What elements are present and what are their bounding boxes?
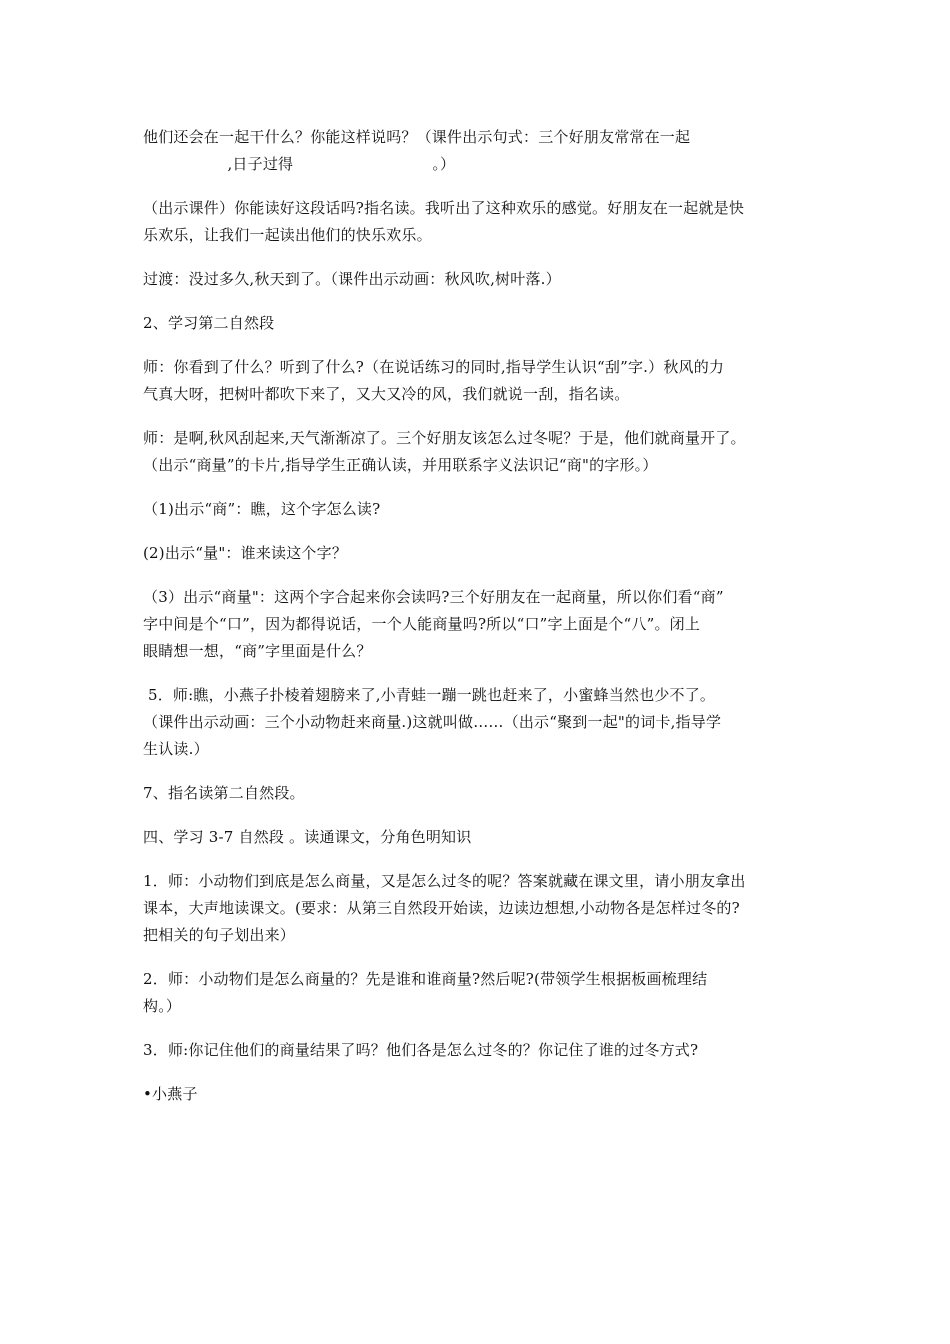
text-line: 3．师:你记住他们的商量结果了吗？他们各是怎么过冬的？你记住了谁的过冬方式? [143, 1041, 699, 1059]
text-line: （出示“商量”的卡片,指导学生正确认读，并用联系字义法识记“商"的字形。） [143, 456, 658, 474]
paragraph [143, 780, 823, 807]
text-line: 生认读.） [143, 740, 209, 758]
paragraph [143, 310, 823, 337]
text-line: 乐欢乐，让我们一起读出他们的快乐欢乐。 [143, 226, 432, 244]
paragraph [143, 1037, 823, 1064]
text-line: 5．师:瞧，小燕子扑棱着翅膀来了,小青蛙一蹦一跳也赶来了，小蜜蜂当然也少不了。 [143, 686, 716, 704]
text-line: 字中间是个“口”，因为都得说话，一个人能商量吗?所以“口”字上面是个“八”。闭上 [143, 615, 701, 633]
text-line: (2)出示“量"：谁来读这个字？ [143, 544, 348, 562]
text-line: 构。） [143, 997, 182, 1015]
text-line: （课件出示动画：三个小动物赶来商量.)这就叫做……（出示“聚到一起"的词卡,指导学 [143, 713, 722, 731]
paragraph [143, 682, 823, 763]
paragraph [143, 584, 823, 665]
paragraph [143, 354, 823, 408]
text-line: 2、学习第二自然段 [143, 314, 275, 332]
text-line: （出示课件）你能读好这段话吗?指名读。我听出了这种欢乐的感觉。好朋友在一起就是快 [143, 199, 745, 217]
text-line: 课本，大声地读课文。(要求：从第三自然段开始读，边读边想想,小动物各是怎样过冬的? [143, 899, 740, 917]
text-line: 师：是啊,秋风刮起来,天气渐渐凉了。三个好朋友该怎么过冬呢？于是，他们就商量开了。 [143, 429, 746, 447]
paragraph [143, 496, 823, 523]
text-line: 过渡：没过多久,秋天到了。（课件出示动画：秋风吹,树叶落.） [143, 270, 561, 288]
paragraph [143, 966, 823, 1020]
text-line: （1)出示“商”：瞧，这个字怎么读? [143, 500, 381, 518]
text-line: 师：你看到了什么？听到了什么?（在说话练习的同时,指导学生认识“刮”字.）秋风的力 [143, 358, 725, 376]
paragraph [143, 868, 823, 949]
text-line: 1．师：小动物们到底是怎么商量，又是怎么过冬的呢？答案就藏在课文里，请小朋友拿出 [143, 872, 746, 890]
paragraph [143, 540, 823, 567]
paragraph [143, 266, 823, 293]
text-line: •小燕子 [143, 1085, 198, 1103]
document-body [143, 124, 823, 1125]
text-line: （3）出示“商量"：这两个字合起来你会读吗?三个好朋友在一起商量，所以你们看“商” [143, 588, 724, 606]
paragraph [143, 1081, 823, 1108]
text-line: 四、学习 3-7 自然段 。读通课文，分角色明知识 [143, 828, 472, 846]
text-line: 把相关的句子划出来） [143, 926, 296, 944]
paragraph [143, 124, 823, 178]
text-line: 眼睛想一想，“商”字里面是什么？ [143, 642, 372, 660]
text-line: 2．师：小动物们是怎么商量的？先是谁和谁商量?然后呢?(带领学生根据板画梳理结 [143, 970, 708, 988]
text-line: ,日子过得 。） [143, 155, 456, 173]
text-line: 气真大呀，把树叶都吹下来了，又大又冷的风，我们就说一刮，指名读。 [143, 385, 630, 403]
text-line: 7、指名读第二自然段。 [143, 784, 305, 802]
paragraph [143, 195, 823, 249]
text-line: 他们还会在一起干什么？你能这样说吗？（课件出示句式：三个好朋友常常在一起 [143, 128, 691, 146]
paragraph [143, 824, 823, 851]
paragraph [143, 425, 823, 479]
